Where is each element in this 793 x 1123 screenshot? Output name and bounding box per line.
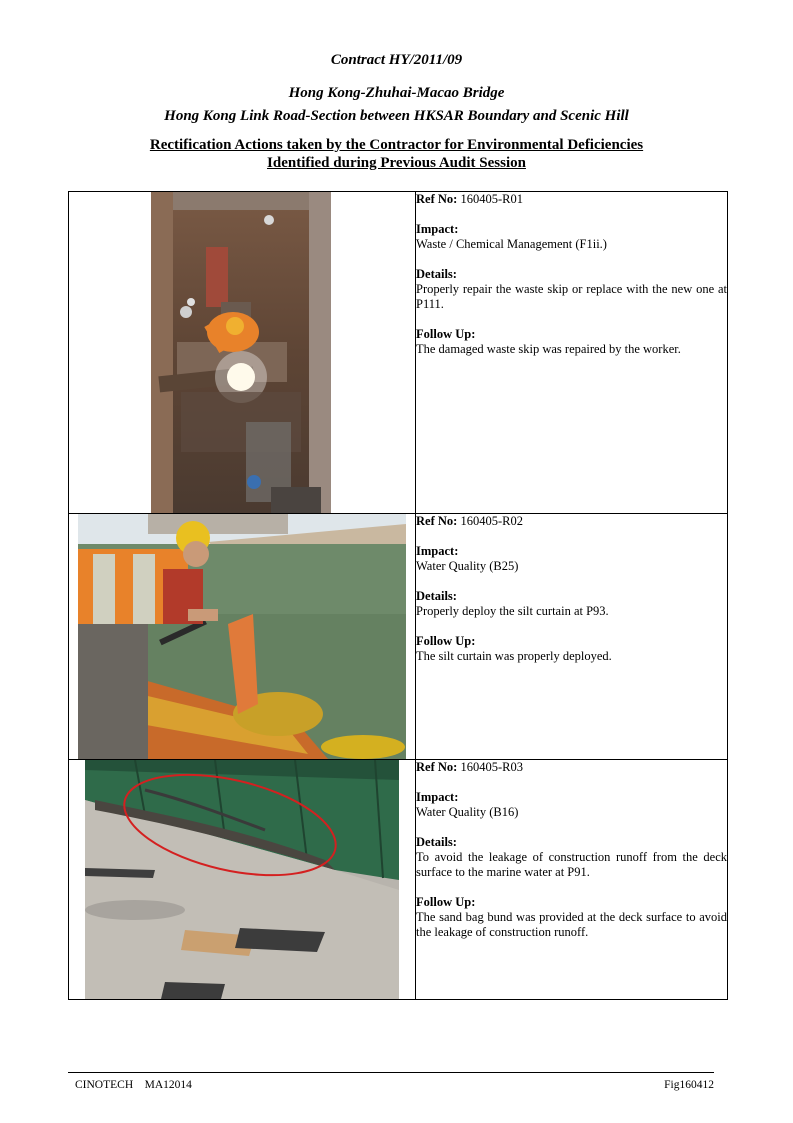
- record-details-cell: [416, 760, 728, 1000]
- ref-number: 160405-R01: [460, 192, 523, 206]
- record-details-cell: [416, 514, 728, 760]
- follow-up-value: The sand bag bund was provided at the deck surface to avoid the leakage of construction runoff.: [416, 910, 727, 939]
- details-value: Properly deploy the silt curtain at P93.: [416, 604, 609, 618]
- follow-up-value: The damaged waste skip was repaired by the worker.: [416, 342, 681, 356]
- ref-label: Ref No:: [416, 192, 458, 206]
- impact-label: Impact:: [416, 544, 459, 558]
- follow-up-label: Follow Up:: [416, 327, 476, 341]
- footer-left: CINOTECH MA12014: [75, 1079, 192, 1091]
- footer-figure-number: Fig160412: [664, 1079, 714, 1091]
- impact-value: Water Quality (B16): [416, 805, 519, 819]
- photo-cell: [69, 192, 416, 514]
- page-title-line-1: Rectification Actions taken by the Contractor for Environmental Deficiencies: [149, 137, 644, 153]
- contract-number: Contract HY/2011/09: [330, 52, 463, 68]
- project-name: Hong Kong-Zhuhai-Macao Bridge: [288, 85, 505, 101]
- impact-value: Waste / Chemical Management (F1ii.): [416, 237, 607, 251]
- ref-label: Ref No:: [416, 514, 458, 528]
- impact-label: Impact:: [416, 790, 459, 804]
- follow-up-value: The silt curtain was properly deployed.: [416, 649, 612, 663]
- site-photo-waste-skip: [151, 192, 331, 513]
- details-label: Details:: [416, 589, 457, 603]
- details-label: Details:: [416, 267, 457, 281]
- ref-label: Ref No:: [416, 760, 458, 774]
- details-value: To avoid the leakage of construction runoff from the deck surface to the marine water at P91.: [416, 850, 727, 879]
- impact-label: Impact:: [416, 222, 459, 236]
- rectification-table: [68, 191, 728, 1000]
- table-row: [69, 192, 728, 514]
- page-title-line-2: Identified during Previous Audit Session: [267, 155, 526, 171]
- photo-cell: [69, 760, 416, 1000]
- silt-curtain-photo-image: [78, 514, 406, 759]
- ref-number: 160405-R02: [460, 514, 523, 528]
- photo-cell: [69, 514, 416, 760]
- record-details-cell: [416, 192, 728, 514]
- footer-divider: [68, 1072, 714, 1073]
- follow-up-label: Follow Up:: [416, 634, 476, 648]
- ref-number: 160405-R03: [460, 760, 523, 774]
- site-photo-silt-curtain: [78, 514, 406, 759]
- details-label: Details:: [416, 835, 457, 849]
- impact-value: Water Quality (B25): [416, 559, 519, 573]
- sand-bag-bund-photo-image: [85, 760, 399, 999]
- project-section: Hong Kong Link Road-Section between HKSAR Boundary and Scenic Hill: [164, 108, 629, 124]
- follow-up-label: Follow Up:: [416, 895, 476, 909]
- welding-photo-image: [151, 192, 331, 513]
- site-photo-sand-bag-bund: [85, 760, 399, 999]
- table-row: [69, 514, 728, 760]
- table-row: [69, 760, 728, 1000]
- details-value: Properly repair the waste skip or replace with the new one at P111.: [416, 282, 727, 311]
